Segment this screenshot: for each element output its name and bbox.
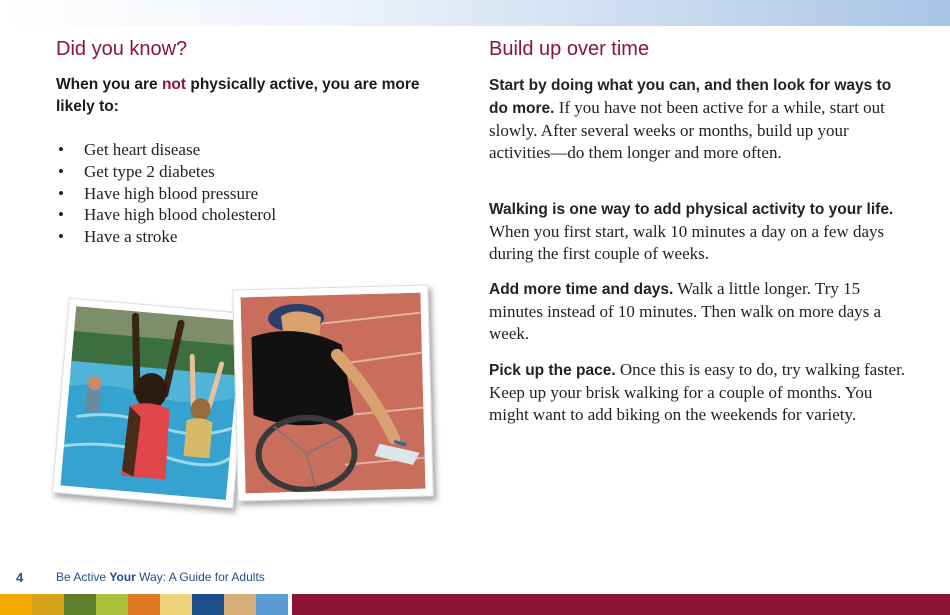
risk-bullet-list — [56, 139, 276, 248]
strip-segment — [256, 594, 288, 615]
paragraph-body: If you have not been active for a while, start out slowly. After several weeks or months, build up your activities—do them longer and more often. — [489, 98, 885, 162]
paragraph-walking — [489, 198, 909, 265]
paragraph-body: Once this is easy to do, try walking faster. Keep up your brisk walking for a couple of months. You might want to add biking on the weekends for variety. — [489, 360, 906, 424]
bullet-item: • Have a stroke — [56, 226, 276, 248]
footer-suffix: Way: A Guide for Adults — [135, 570, 265, 584]
wheelchair-athlete-photo — [232, 284, 433, 501]
paragraph-start-slow — [489, 74, 909, 164]
left-lead-text — [56, 74, 446, 118]
paragraph-lead: Add more time and days. — [489, 281, 674, 298]
strip-segment — [128, 594, 160, 615]
footer-bold: Your — [109, 570, 136, 584]
page-number: 4 — [16, 570, 24, 585]
lead-before: When you are — [56, 76, 162, 93]
paragraph-lead: Pick up the pace. — [489, 362, 616, 379]
left-heading: Did you know? — [56, 38, 188, 60]
water-aerobics-illustration — [60, 306, 241, 500]
water-aerobics-photo — [52, 297, 250, 508]
wheelchair-athlete-illustration — [240, 293, 425, 494]
paragraph-lead: Walking is one way to add physical activity to your life. — [489, 201, 894, 218]
paragraph-pace — [489, 359, 909, 426]
top-gradient-band — [0, 0, 950, 26]
bullet-item: • Get heart disease — [56, 139, 276, 161]
lead-after: physically active, you are more likely to: — [56, 76, 420, 115]
lead-highlight-not: not — [161, 76, 187, 93]
paragraph-body: When you first start, walk 10 minutes a day on a few days during the first couple of weeks. — [489, 222, 885, 263]
strip-segment — [292, 594, 950, 615]
footer-color-strip — [0, 594, 950, 615]
bullet-item: • Have high blood cholesterol — [56, 204, 276, 226]
strip-segment — [64, 594, 96, 615]
bullet-item: • Get type 2 diabetes — [56, 161, 276, 183]
strip-segment — [224, 594, 256, 615]
paragraph-body: Walk a little longer. Try 15 minutes instead of 10 minutes. Then walk on more days a week. — [489, 279, 882, 343]
right-heading: Build up over time — [489, 38, 650, 60]
strip-segment — [96, 594, 128, 615]
strip-segment — [192, 594, 224, 615]
bullet-item: • Have high blood pressure — [56, 183, 276, 205]
paragraph-lead: Start by doing what you can, and then look for ways to do more. — [489, 77, 892, 117]
paragraph-more-time — [489, 278, 909, 345]
footer-prefix: Be Active — [56, 570, 110, 584]
footer-title — [56, 570, 265, 584]
strip-segment — [32, 594, 64, 615]
strip-segment — [160, 594, 192, 615]
strip-segment — [0, 594, 32, 615]
